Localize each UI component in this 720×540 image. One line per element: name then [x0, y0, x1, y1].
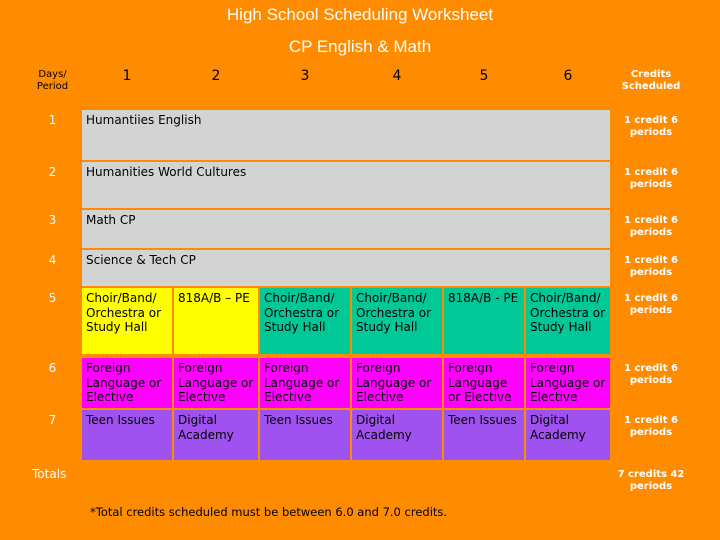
header-day-6: 6 — [563, 68, 573, 84]
period-1-course: Humantiies English — [82, 110, 610, 160]
period-5-day-3: Choir/Band/ Orchestra or Study Hall — [260, 288, 350, 354]
period-5-label: 5 — [48, 291, 57, 305]
period-5-day-6: Choir/Band/ Orchestra or Study Hall — [526, 288, 610, 354]
period-2-credits: 1 credit 6 periods — [624, 167, 678, 190]
header-day-2: 2 — [211, 68, 221, 84]
period-7-day-4: Digital Academy — [352, 410, 442, 460]
period-7-credits: 1 credit 6 periods — [624, 415, 678, 438]
period-4-course: Science & Tech CP — [82, 250, 610, 286]
period-3-credits: 1 credit 6 periods — [624, 215, 678, 238]
page-title: High School Scheduling Worksheet — [226, 5, 494, 24]
period-3-course: Math CP — [82, 210, 610, 248]
footnote: *Total credits scheduled must be between 6.0 and 7.0 credits. — [90, 505, 448, 519]
period-6-credits: 1 credit 6 periods — [624, 363, 678, 386]
period-2-course: Humanities World Cultures — [82, 162, 610, 208]
period-5-day-4: Choir/Band/ Orchestra or Study Hall — [352, 288, 442, 354]
period-7-day-3: Teen Issues — [260, 410, 350, 460]
period-6-day-4: Foreign Language or Elective — [352, 358, 442, 408]
period-7-day-6: Digital Academy — [526, 410, 610, 460]
period-5-day-2: 818A/B – PE — [174, 288, 258, 354]
period-6-day-3: Foreign Language or Elective — [260, 358, 350, 408]
period-5-day-1: Choir/Band/ Orchestra or Study Hall — [82, 288, 172, 354]
period-1-credits: 1 credit 6 periods — [624, 115, 678, 138]
period-5-day-5: 818A/B - PE — [444, 288, 524, 354]
period-1-label: 1 — [48, 113, 57, 127]
period-3-label: 3 — [48, 213, 57, 227]
period-4-label: 4 — [48, 253, 57, 267]
page-subtitle: CP English & Math — [288, 37, 432, 56]
header-day-3: 3 — [300, 68, 310, 84]
period-6-label: 6 — [48, 361, 57, 375]
period-7-day-1: Teen Issues — [82, 410, 172, 460]
period-6-day-5: Foreign Language or Elective — [444, 358, 524, 408]
period-6-day-2: Foreign Language or Elective — [174, 358, 258, 408]
period-5-credits: 1 credit 6 periods — [624, 293, 678, 316]
period-7-day-5: Teen Issues — [444, 410, 524, 460]
period-6-day-6: Foreign Language or Elective — [526, 358, 610, 408]
header-day-1: 1 — [122, 68, 132, 84]
header-day-5: 5 — [479, 68, 489, 84]
period-7-day-2: Digital Academy — [174, 410, 258, 460]
header-days-period: Days/ Period — [36, 69, 69, 92]
totals-label: Totals — [32, 467, 67, 481]
header-day-4: 4 — [392, 68, 402, 84]
header-credits: Credits Scheduled — [621, 69, 681, 92]
period-2-label: 2 — [48, 165, 57, 179]
period-7-label: 7 — [48, 413, 57, 427]
period-6-day-1: Foreign Language or Elective — [82, 358, 172, 408]
period-4-credits: 1 credit 6 periods — [624, 255, 678, 278]
totals-credits: 7 credits 42 periods — [617, 469, 685, 492]
